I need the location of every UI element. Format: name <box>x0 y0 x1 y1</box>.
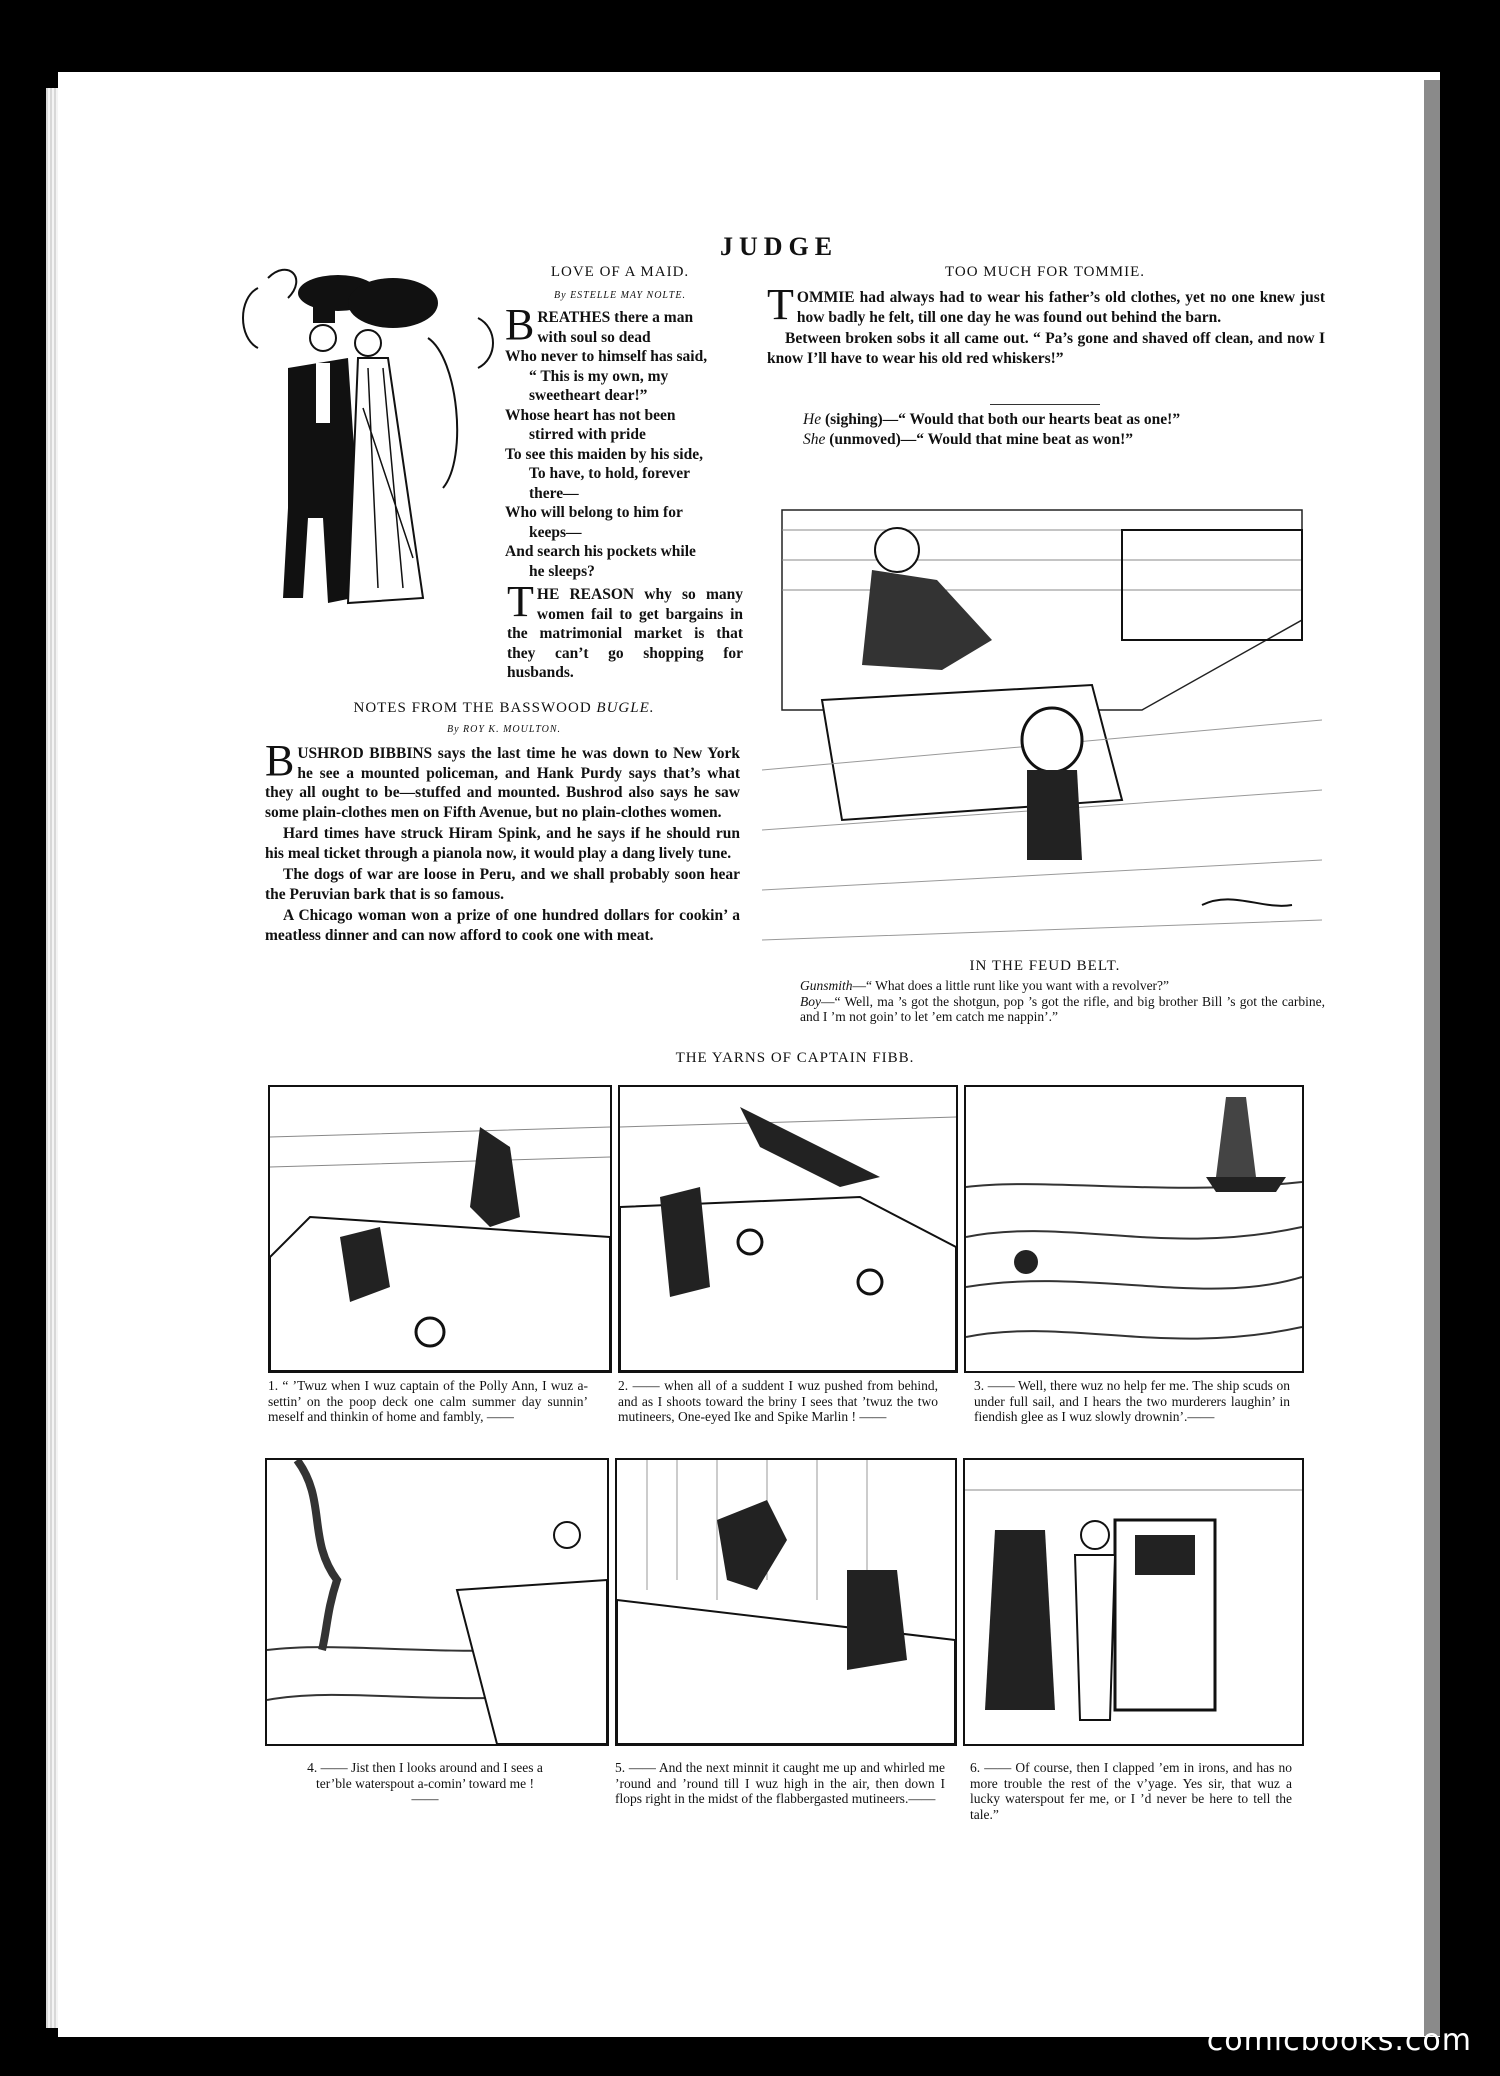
poem-line: To see this maiden by his side, <box>505 445 703 463</box>
poem-line: keeps— <box>529 523 582 541</box>
basswood-title-italic: BUGLE. <box>596 700 655 716</box>
comic-panel-5 <box>615 1458 957 1746</box>
feud-dialogue <box>800 978 1325 1025</box>
basswood-byline: By ROY K. MOULTON. <box>446 724 561 735</box>
boy-label: Boy <box>800 993 821 1009</box>
basswood-p3: The dogs of war are loose in Peru, and we shall probably soon hear the Peruvian bark that is so famous. <box>265 866 740 903</box>
reason-dropcap: T <box>507 577 534 626</box>
reason-paragraph <box>265 577 743 685</box>
poem-line: And search his pockets while <box>505 543 696 560</box>
feud-title: IN THE FEUD BELT. <box>969 958 1121 974</box>
caption-6: 6. —— Of course, then I clapped ’em in irons, and has no more trouble the rest of the v’yage. Yes sir, that wuz a lucky waterspout fer me, or I ’d never be here to tell the tale.” <box>970 1760 1292 1822</box>
she-label: She <box>803 430 826 448</box>
caption-4: 4. —— Jist then I looks around and I sees a ter’ble waterspout a-comin’ toward me ! —— <box>307 1760 543 1806</box>
he-text: (sighing)—“ Would that both our hearts beat as one!” <box>821 411 1181 428</box>
caption-3: 3. —— Well, there wuz no help fer me. The ship scuds on under full sail, and I hears the two murderers laughin’ in fiendish glee as I wuz slowly drownin’.—— <box>974 1378 1290 1424</box>
basswood-article <box>265 736 740 947</box>
reason-text: HE REASON why so many women fail to get bargains in the matrimonial market is that they can’t go shopping for husbands. <box>507 586 743 681</box>
caption-1: 1. “ ’Twuz when I wuz captain of the Polly Ann, I wuz a-settin’ on the poop deck one calm summer day sunnin’ meself and thinkin of home and fambly, —— <box>268 1378 588 1424</box>
tommie-dropcap: T <box>767 280 794 329</box>
gunsmith-line: —“ What does a little runt like you want with a revolver?” <box>852 978 1170 993</box>
feud-illustration <box>762 470 1322 952</box>
poem-line: Who will belong to him for <box>505 504 683 521</box>
poem-line: To have, to hold, forever <box>529 465 691 482</box>
comic-panel-1 <box>268 1085 612 1373</box>
masthead: JUDGE <box>720 232 839 261</box>
watermark: comicbooks.com <box>1206 2023 1472 2058</box>
tommie-p2: Between broken sobs it all came out. “ Pa’s gone and shaved off clean, and now I know I’ll have to wear his old red whiskers!” <box>767 330 1325 367</box>
comic-panel-6 <box>963 1458 1304 1746</box>
she-text: (unmoved)—“ Would that mine beat as won!” <box>825 430 1133 448</box>
tommie-title: TOO MUCH FOR TOMMIE. <box>944 264 1146 280</box>
poem-line: he sleeps? <box>529 562 595 580</box>
poem-line: REATHES there a man <box>537 309 694 326</box>
basswood-dropcap: B <box>265 736 295 785</box>
poem-line: stirred with pride <box>529 426 646 443</box>
caption-5: 5. —— And the next minnit it caught me up and whirled me ’round and ’round till I wuz high in the air, then down I flops right in the midst of the flabbergasted mutineers.—— <box>615 1760 945 1806</box>
poem-line: with soul so dead <box>537 328 651 346</box>
gunsmith-label: Gunsmith <box>800 978 853 993</box>
tommie-p1: OMMIE had always had to wear his father’s old clothes, yet no one knew just how badly he felt, till one day he was found out behind the barn. <box>796 289 1325 326</box>
poem-line: sweetheart dear!” <box>529 387 648 404</box>
basswood-p2: Hard times have struck Hiram Spink, and he says if he should run his meal ticket through a pianola now, it would play a dang lively tune. <box>265 825 740 862</box>
love-title: LOVE OF A MAID. <box>550 264 690 280</box>
poem-line: Who never to himself has said, <box>505 348 708 365</box>
love-poem <box>505 300 745 581</box>
page-binding-shadow <box>1424 80 1440 2036</box>
he-label: He <box>803 411 822 428</box>
love-dropcap: B <box>505 300 535 349</box>
comic-panel-3 <box>964 1085 1304 1373</box>
basswood-title-text: NOTES FROM THE BASSWOOD <box>353 700 592 716</box>
couple-illustration <box>228 258 508 633</box>
boy-line: —“ Well, ma ’s got the shotgun, pop ’s got the rifle, and big brother Bill ’s got the carbine, and I ’m not goin’ to let ’em catch me nappin’.” <box>800 993 1325 1024</box>
basswood-title <box>265 700 743 717</box>
poem-line: “ This is my own, my <box>529 367 669 385</box>
yarns-title: THE YARNS OF CAPTAIN FIBB. <box>675 1050 915 1066</box>
comic-panel-2 <box>618 1085 958 1373</box>
love-byline: By ESTELLE MAY NOLTE. <box>554 290 686 301</box>
caption-2: 2. —— when all of a suddent I wuz pushed from behind, and as I shoots toward the briny I sees that ’twuz the two mutineers, One-eyed Ike and Spike Marlin ! —— <box>618 1378 938 1424</box>
divider <box>990 404 1100 405</box>
basswood-p4: A Chicago woman won a prize of one hundred dollars for cookin’ a meatless dinner and can now afford to cook one with meat. <box>265 907 740 944</box>
hearts-dialogue <box>803 410 1323 449</box>
basswood-p1: USHROD BIBBINS says the last time he was down to New York he see a mounted policeman, and Hank Purdy says that’s what they all ought to be—stuffed and mounted. Bushrod also says he saw some plain-clothes men on Fifth Avenue, but no plain-clothes women. <box>265 745 740 821</box>
poem-line: Whose heart has not been <box>505 406 676 424</box>
poem-line: there— <box>529 484 579 502</box>
comic-panel-4 <box>265 1458 609 1746</box>
tommie-article <box>767 280 1325 370</box>
